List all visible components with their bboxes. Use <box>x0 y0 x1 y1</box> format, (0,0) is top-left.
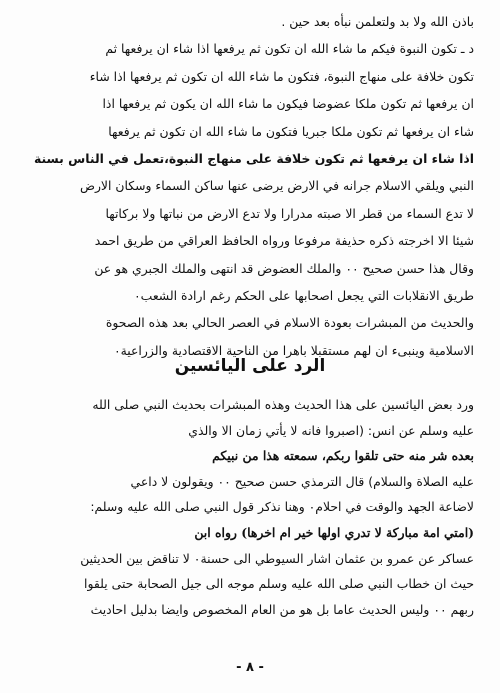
text-line: وقال هذا حسن صحيح ٠٠ والملك العضوض قد انتهى والملك الجبري هو عن <box>94 260 474 276</box>
text-line: لا تدع السماء من قطر الا صبته مدرارا ولا تدع الارض من نباتها ولا بركاتها <box>105 205 474 221</box>
text-line: د ـ تكون النبوة فيكم ما شاء الله ان تكون ثم يرفعها اذا شاء ان يرفعها ثم <box>105 41 474 57</box>
text-line: شيئا الا اخرجته ذكره حذيفة مرفوعا ورواه الحافظ العراقي من طريق احمد <box>94 233 474 249</box>
text-line: ورد بعض اليائسين على هذا الحديث وهذه المبشرات بحديث النبي صلى الله <box>92 397 474 412</box>
text-line: ربهم ٠٠ وليس الحديث عاما بل هو من العام المخصوص وايضا بدليل احاديث <box>90 601 474 617</box>
hadith-quote-line: (امتي امة مباركة لا تدري اولها خير ام اخرها) رواه ابن <box>194 524 474 540</box>
text-line: تكون خلافة على منهاج النبوة، فتكون ما شاء الله ان تكون ثم يرفعها اذا شاء <box>89 68 474 84</box>
text-line: باذن الله ولا بد ولتعلمن نبأه بعد حين . <box>281 14 474 29</box>
text-line: شاء ان يرفعها ثم تكون ملكا جبريا فتكون ما شاء الله ان تكون ثم يرفعها <box>108 123 474 139</box>
text-line: عساكر عن عمرو بن عثمان اشار السيوطي الى حسنة٠ لا تناقض بين الحديثين <box>80 550 474 566</box>
text-line: عليه وسلم عن انس: (اصبروا فانه لا يأتي زمان الا والذي <box>188 422 474 438</box>
text-line: والحديث من المبشرات بعودة الاسلام في العصر الحالي بعد هذه الصحوة <box>105 315 474 331</box>
text-line: اذا شاء ان يرفعها ثم تكون خلافة على منهاج النبوة،تعمل في الناس بسنة <box>33 150 474 166</box>
hadith-quote-line: بعده شر منه حتى تلقوا ربكم، سمعته هذا من نبيكم <box>212 448 474 464</box>
text-line: طريق الانقلابات التي يجعل اصحابها على الحكم رغم ارادة الشعب٠ <box>134 287 474 303</box>
paragraph-block-2 <box>28 392 474 622</box>
paragraph-block-1 <box>28 8 474 364</box>
page-number: - ٨ - <box>236 660 264 675</box>
text-line: الاسلامية وينبىء ان لهم مستقبلا باهرا من الناحية الاقتصادية والزراعية٠ <box>114 342 474 358</box>
section-heading: الرد على اليائسين <box>174 356 326 376</box>
text-line: عليه الصلاة والسلام) قال الترمذي حسن صحيح ٠٠ ويقولون لا داعي <box>130 473 474 489</box>
text-line: لاضاعة الجهد والوقت في احلام٠ وهنا نذكر قول النبي صلى الله عليه وسلم: <box>90 499 474 515</box>
text-line: النبي ويلقي الاسلام جرانه في الارض يرضى عنها ساكن السماء وسكان الارض <box>79 178 474 194</box>
text-line: حيث ان خطاب النبي صلى الله عليه وسلم موجه الى جيل الصحابة حتى يلقوا <box>84 576 474 592</box>
text-line: ان يرفعها ثم تكون ملكا عضوضا فيكون ما شاء الله ان يكون ثم يرفعها اذا <box>102 96 474 112</box>
